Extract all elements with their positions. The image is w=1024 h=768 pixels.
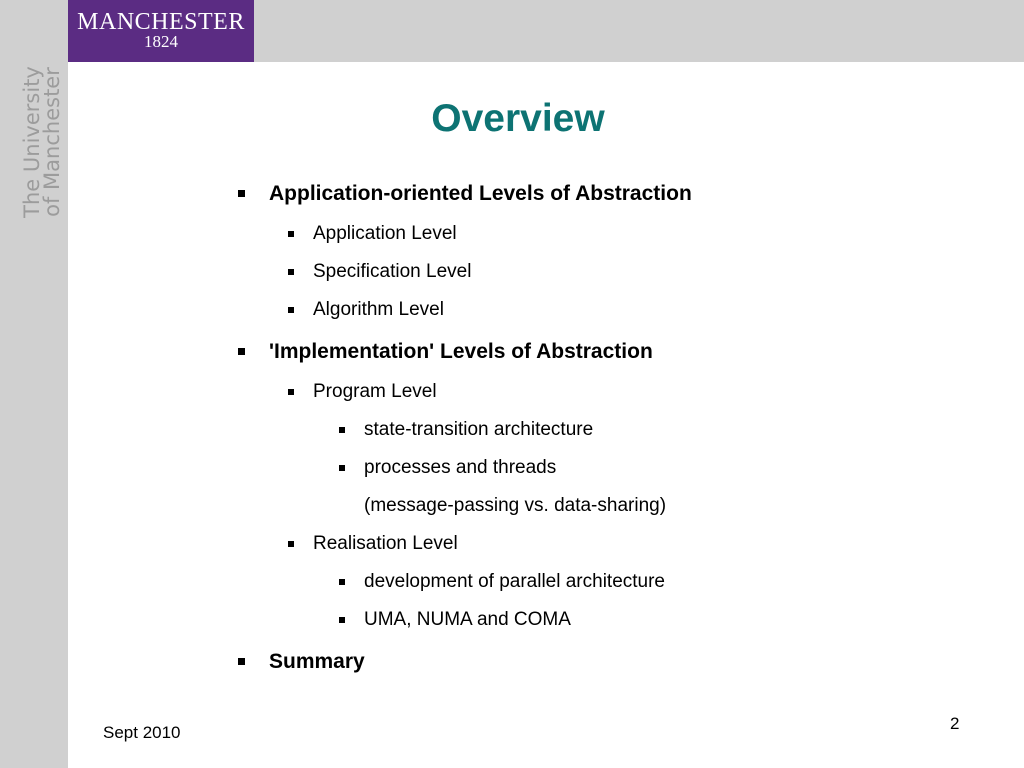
bullet-level-1 xyxy=(269,649,365,675)
bullet-level-3 xyxy=(364,456,556,480)
square-bullet-icon xyxy=(339,427,345,433)
square-bullet-icon xyxy=(288,307,294,313)
bullet-level-1 xyxy=(269,339,653,365)
square-bullet-icon xyxy=(339,617,345,623)
square-bullet-icon xyxy=(288,231,294,237)
bullet-level-3 xyxy=(364,608,571,632)
bullet-text: Specification Level xyxy=(313,261,472,282)
logo-year: 1824 xyxy=(144,32,178,51)
bullet-level-2 xyxy=(313,532,458,556)
bullet-text: Program Level xyxy=(313,381,437,402)
square-bullet-icon xyxy=(339,579,345,585)
bullet-level-2 xyxy=(313,222,457,246)
bullet-level-1 xyxy=(269,181,692,207)
bullet-text: development of parallel architecture xyxy=(364,571,666,592)
bullet-text: state-transition architecture xyxy=(364,419,594,440)
bullet-text: Realisation Level xyxy=(313,533,458,554)
bullet-text: Algorithm Level xyxy=(313,299,444,320)
square-bullet-icon xyxy=(288,541,294,547)
bullet-text: (message-passing vs. data-sharing) xyxy=(364,495,667,516)
bullet-level-2 xyxy=(313,260,471,284)
university-name-line-1: The University xyxy=(20,66,44,218)
bullet-level-2 xyxy=(313,298,444,322)
bullet-continuation xyxy=(364,494,666,518)
slide-title: Overview xyxy=(431,97,605,140)
bullet-text: processes and threads xyxy=(364,457,557,478)
square-bullet-icon xyxy=(288,269,294,275)
square-bullet-icon xyxy=(238,658,245,665)
bullet-level-3 xyxy=(364,570,665,594)
square-bullet-icon xyxy=(288,389,294,395)
bullet-text: Application-oriented Levels of Abstraction xyxy=(269,182,692,205)
page-number: 2 xyxy=(950,714,960,733)
bullet-level-2 xyxy=(313,380,437,404)
square-bullet-icon xyxy=(238,348,245,355)
logo-wordmark: MANCHESTER xyxy=(77,9,245,35)
bullet-text: UMA, NUMA and COMA xyxy=(364,609,571,630)
bullet-level-3 xyxy=(364,418,593,442)
university-name-line-2: of Manchester xyxy=(40,67,64,217)
footer-date: Sept 2010 xyxy=(103,723,181,742)
bullet-text: Summary xyxy=(269,650,365,673)
square-bullet-icon xyxy=(238,190,245,197)
bullet-text: Application Level xyxy=(313,223,457,244)
square-bullet-icon xyxy=(339,465,345,471)
bullet-text: 'Implementation' Levels of Abstraction xyxy=(269,340,653,363)
